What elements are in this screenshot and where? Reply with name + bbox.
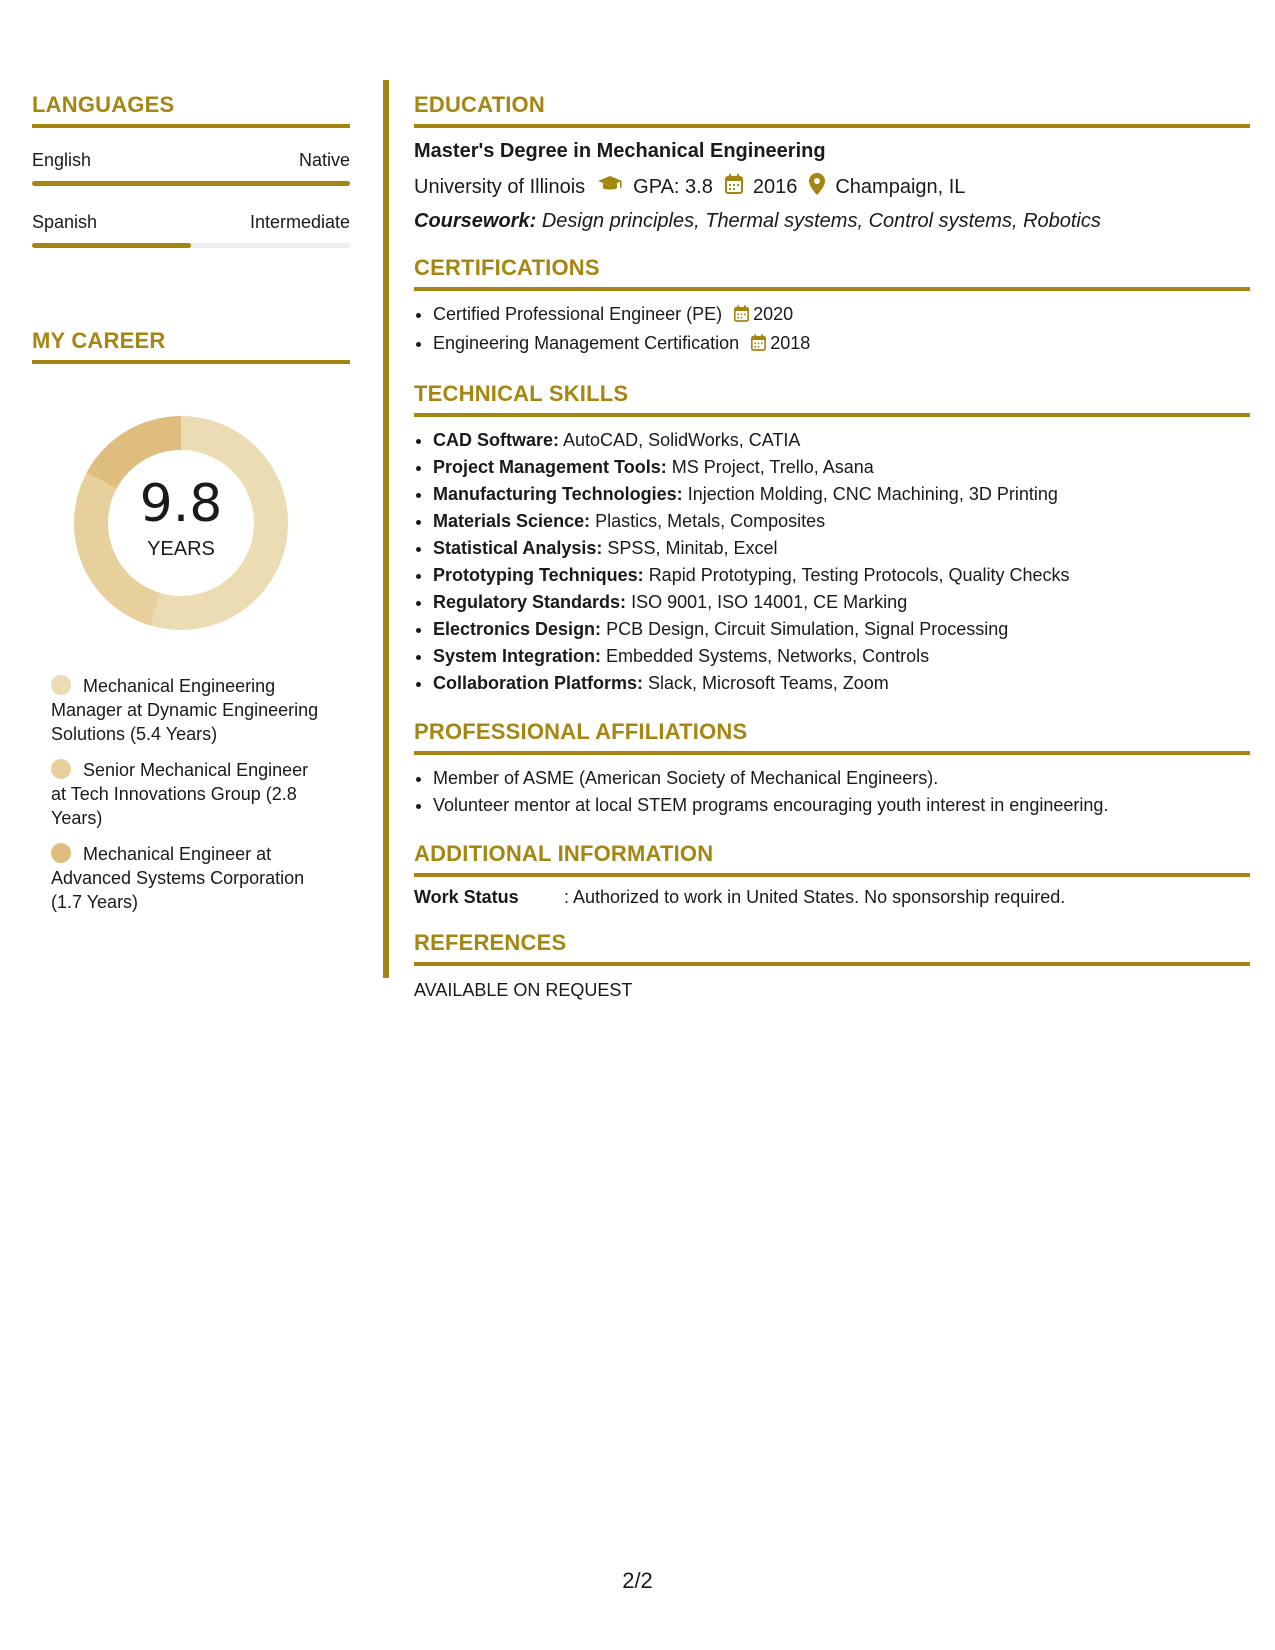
legend-dot-icon xyxy=(51,759,71,779)
skill-value: MS Project, Trello, Asana xyxy=(671,457,874,477)
language-item xyxy=(32,212,350,248)
certifications-section xyxy=(414,255,1250,359)
skill-item xyxy=(433,643,1250,670)
references-text: AVAILABLE ON REQUEST xyxy=(414,980,633,1000)
degree-name: Master's Degree in Mechanical Engineering xyxy=(414,140,826,162)
skill-value: Slack, Microsoft Teams, Zoom xyxy=(648,673,889,693)
affiliation-item: • Member of ASME (American Society of Mechanical Engineers). xyxy=(433,765,1250,792)
career-donut-chart xyxy=(66,408,296,638)
references-section xyxy=(414,930,1250,1001)
education-meta xyxy=(414,173,1250,201)
skills-title: TECHNICAL SKILLS xyxy=(414,381,1250,417)
column-divider xyxy=(383,80,389,978)
skill-item xyxy=(433,670,1250,697)
coursework-list: Design principles, Thermal systems, Control systems, Robotics xyxy=(541,210,1101,232)
education-title: EDUCATION xyxy=(414,92,1250,128)
location-pin-icon xyxy=(809,173,825,201)
skill-label: Statistical Analysis: xyxy=(433,538,603,558)
skill-item xyxy=(433,508,1250,535)
skill-value: Embedded Systems, Networks, Controls xyxy=(606,646,930,666)
calendar-icon xyxy=(734,303,749,330)
references-title: REFERENCES xyxy=(414,930,1250,966)
career-title: MY CAREER xyxy=(32,328,350,364)
skills-list xyxy=(414,427,1250,697)
skill-label: Prototyping Techniques: xyxy=(433,565,644,585)
education-location: Champaign, IL xyxy=(835,175,966,198)
career-legend-item: Senior Mechanical Engineer at Tech Innovations Group (2.8 Years) xyxy=(51,760,309,828)
skill-label: Regulatory Standards: xyxy=(433,592,627,612)
work-status-label: Work Status xyxy=(414,887,519,907)
skill-value: PCB Design, Circuit Simulation, Signal Processing xyxy=(606,619,1009,639)
certifications-list xyxy=(414,301,1250,359)
skill-label: Project Management Tools: xyxy=(433,457,667,477)
skill-item xyxy=(433,589,1250,616)
language-item xyxy=(32,150,350,186)
languages-title: LANGUAGES xyxy=(32,92,350,128)
skill-value: Rapid Prototyping, Testing Protocols, Quality Checks xyxy=(648,565,1070,585)
affiliations-title: PROFESSIONAL AFFILIATIONS xyxy=(414,719,1250,755)
additional-info-title: ADDITIONAL INFORMATION xyxy=(414,841,1250,877)
skill-item xyxy=(433,481,1250,508)
certification-item: • Certified Professional Engineer (PE) 2020 xyxy=(433,301,1250,330)
language-name: Spanish xyxy=(32,212,98,232)
skill-label: Collaboration Platforms: xyxy=(433,673,644,693)
language-level-bar xyxy=(32,243,350,248)
skill-value: SPSS, Minitab, Excel xyxy=(607,538,778,558)
skill-label: System Integration: xyxy=(433,646,602,666)
work-status-value: : Authorized to work in United States. No sponsorship required. xyxy=(564,887,1066,907)
calendar-icon xyxy=(751,332,766,359)
coursework-label: Coursework: xyxy=(414,210,537,232)
additional-info-section xyxy=(414,841,1250,908)
language-level-fill xyxy=(32,243,191,248)
skill-value: AutoCAD, SolidWorks, CATIA xyxy=(563,430,801,450)
career-legend xyxy=(51,674,326,914)
affiliations-section xyxy=(414,719,1250,819)
certification-year: 2018 xyxy=(770,333,811,353)
gpa: GPA: 3.8 xyxy=(633,175,713,198)
page-number: 2/2 xyxy=(622,1568,653,1593)
work-status-row xyxy=(414,887,1250,908)
skill-value: ISO 9001, ISO 14001, CE Marking xyxy=(631,592,908,612)
language-level-bar xyxy=(32,181,350,186)
skills-section xyxy=(414,381,1250,697)
skill-label: Electronics Design: xyxy=(433,619,602,639)
legend-dot-icon xyxy=(51,843,71,863)
calendar-icon xyxy=(725,174,743,200)
coursework xyxy=(414,210,1250,233)
skill-label: CAD Software: xyxy=(433,430,560,450)
career-legend-item: Mechanical Engineering Manager at Dynamic Engineering Solutions (5.4 Years) xyxy=(51,676,319,744)
legend-dot-icon xyxy=(51,675,71,695)
certification-year: 2020 xyxy=(753,304,794,324)
skill-item xyxy=(433,427,1250,454)
graduation-cap-icon xyxy=(597,175,623,199)
certifications-title: CERTIFICATIONS xyxy=(414,255,1250,291)
skill-item xyxy=(433,535,1250,562)
skill-value: Injection Molding, CNC Machining, 3D Printing xyxy=(687,484,1058,504)
career-legend-item: Mechanical Engineer at Advanced Systems Corporation (1.7 Years) xyxy=(51,844,305,912)
skill-item xyxy=(433,454,1250,481)
career-total-years: 9.8 xyxy=(139,474,223,534)
skill-label: Materials Science: xyxy=(433,511,591,531)
affiliation-item: • Volunteer mentor at local STEM programs encouraging youth interest in engineering. xyxy=(433,792,1250,819)
skill-item xyxy=(433,562,1250,589)
certification-item: • Engineering Management Certification 2018 xyxy=(433,330,1250,359)
language-level-fill xyxy=(32,181,350,186)
school-name: University of Illinois xyxy=(414,175,586,198)
skill-item xyxy=(433,616,1250,643)
career-total-label: YEARS xyxy=(147,538,215,560)
skill-value: Plastics, Metals, Composites xyxy=(595,511,826,531)
language-name: English xyxy=(32,150,92,170)
graduation-year: 2016 xyxy=(752,175,798,198)
skill-label: Manufacturing Technologies: xyxy=(433,484,683,504)
right-column xyxy=(414,92,1250,1001)
language-level: Intermediate xyxy=(249,212,350,232)
affiliations-list xyxy=(414,765,1250,819)
language-level: Native xyxy=(298,150,350,170)
left-column xyxy=(32,92,350,926)
